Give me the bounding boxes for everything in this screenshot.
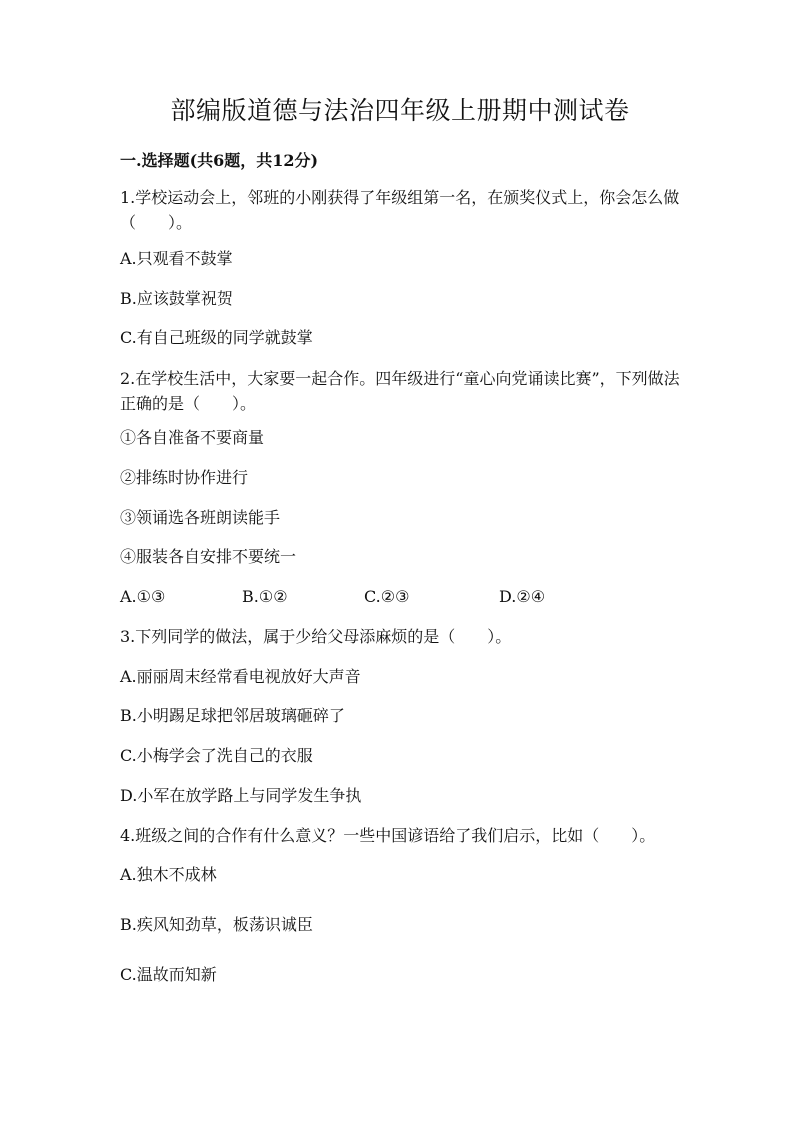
question-2-options-row [120, 586, 680, 608]
question-2-item-2: ②排练时协作进行 [120, 468, 249, 487]
question-4-option-b[interactable]: B.疾风知劲草，板荡识诚臣 [120, 915, 313, 934]
question-2-stem: 2.在学校生活中，大家要一起合作。四年级进行“童心向党诵读比赛”，下列做法正确的是（ ）。 [120, 369, 680, 413]
question-1-option-a[interactable]: A.只观看不鼓掌 [120, 249, 233, 268]
question-3-option-b[interactable]: B.小明踢足球把邻居玻璃砸碎了 [120, 706, 345, 725]
question-2-option-d[interactable]: D.②④ [499, 587, 546, 606]
question-3-option-a[interactable]: A.丽丽周末经常看电视放好大声音 [120, 667, 361, 686]
question-1-option-b[interactable]: B.应该鼓掌祝贺 [120, 289, 233, 308]
section-heading: 一.选择题(共6题，共12分) [120, 151, 319, 170]
question-4-option-c[interactable]: C.温故而知新 [120, 965, 217, 984]
question-1-stem: 1.学校运动会上，邻班的小刚获得了年级组第一名，在颁奖仪式上，你会怎么做（ ）。 [120, 188, 680, 232]
question-4-option-a[interactable]: A.独木不成林 [120, 865, 217, 884]
question-4-stem: 4.班级之间的合作有什么意义？一些中国谚语给了我们启示，比如（ ）。 [120, 826, 656, 845]
question-3-option-c[interactable]: C.小梅学会了洗自己的衣服 [120, 746, 313, 765]
question-2-option-a[interactable]: A.①③ [120, 587, 166, 606]
question-2-option-c[interactable]: C.②③ [364, 587, 410, 606]
question-3-stem: 3.下列同学的做法，属于少给父母添麻烦的是（ ）。 [120, 627, 512, 646]
question-2-item-3: ③领诵选各班朗读能手 [120, 508, 281, 527]
question-2-item-4: ④服装各自安排不要统一 [120, 547, 297, 566]
page-title: 部编版道德与法治四年级上册期中测试卷 [170, 96, 630, 125]
question-2-item-1: ①各自准备不要商量 [120, 428, 265, 447]
question-2-option-b[interactable]: B.①② [242, 587, 288, 606]
question-1-option-c[interactable]: C.有自己班级的同学就鼓掌 [120, 328, 313, 347]
question-3-option-d[interactable]: D.小军在放学路上与同学发生争执 [120, 786, 362, 805]
